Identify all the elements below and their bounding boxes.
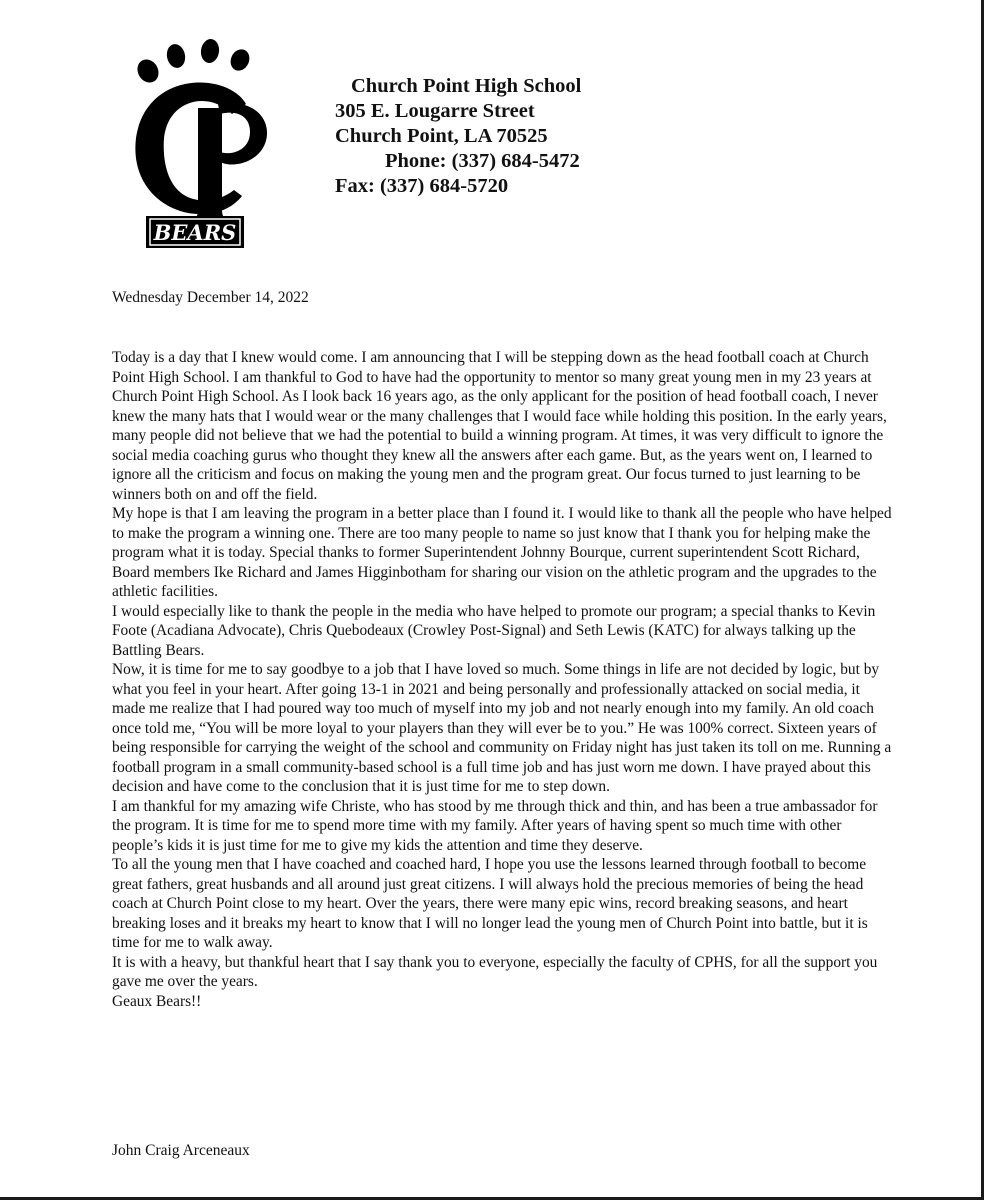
school-phone: Phone: (337) 684-5472 — [385, 150, 580, 172]
letterhead — [335, 74, 581, 199]
paragraph: I am thankful for my amazing wife Christe, who has stood by me through thick and thin, and has been a true ambassador for the program. It is time for me to spend more time with my family. After years of having spent so much time with other people’s kids it is just time for me to give my kids the attention and time they deserve. — [112, 797, 878, 854]
logo-banner-text: BEARS — [153, 220, 237, 245]
paragraph: Today is a day that I knew would come. I am announcing that I will be stepping down as the head football coach at Church Point High School. I am thankful to God to have had the opportunity to mentor so many great young men in my 23 years at Church Point High School. As I look back 16 years ago, as the only applicant for the position of head football coach, I never knew the many hats that I would wear or the many challenges that I would face while holding this position. In the early years, many people did not believe that we had the potential to build a winning program. At times, it was very difficult to ignore the social media coaching gurus who thought they knew all the answers after each game. But, as the years went on, I learned to ignore all the criticism and focus on making the young men and the program great. Our focus turned to just learning to be winners both on and off the field. — [112, 349, 887, 503]
letter-date: Wednesday December 14, 2022 — [112, 289, 309, 306]
school-name: Church Point High School — [351, 75, 582, 97]
school-city: Church Point, LA 70525 — [335, 125, 548, 147]
cp-bears-logo-icon — [128, 38, 278, 250]
paragraph: Geaux Bears!! — [112, 992, 202, 1010]
school-fax: Fax: (337) 684-5720 — [335, 175, 509, 197]
paragraph: My hope is that I am leaving the program in a better place than I found it. I would like to thank all the people who have helped to make the program a winning one. There are too many people to name so just know that I thank you for helping make the program what it is today. Special thanks to former Superintendent Johnny Bourque, current superintendent Scott Richard, Board members Ike Richard and James Higginbotham for sharing our vision on the athletic program and the upgrades to the athletic facilities. — [112, 505, 892, 600]
paragraph: I would especially like to thank the people in the media who have helped to promote our program; a special thanks to Kevin Foote (Acadiana Advocate), Chris Quebodeaux (Crowley Post-Signal) and Seth Lewis (KATC) for always talking up the Battling Bears. — [112, 602, 876, 659]
paragraph: To all the young men that I have coached and coached hard, I hope you use the lessons learned through football to become great fathers, great husbands and all around just great citizens. I will always hold the precious memories of being the head coach at Church Point close to my heart. Over the years, there were many epic wins, record breaking seasons, and heart breaking loses and it breaks my heart to know that I will no longer lead the young men of Church Point into battle, but it is time for me to walk away. — [112, 856, 868, 951]
paragraph: It is with a heavy, but thankful heart that I say thank you to everyone, especially the faculty of CPHS, for all the support you gave me over the years. — [112, 953, 878, 990]
signature-name: John Craig Arceneaux — [112, 1142, 250, 1159]
letter-body — [112, 348, 892, 1011]
school-street: 305 E. Lougarre Street — [335, 100, 535, 122]
paragraph: Now, it is time for me to say goodbye to a job that I have loved so much. Some things in life are not decided by logic, but by what you feel in your heart. After going 13-1 in 2021 and being personally and professionally attacked on social media, it made me realize that I had poured way too much of myself into my job and not nearly enough into my family. An old coach once told me, “You will be more loyal to your players than they will ever be to you.” He was 100% correct. Sixteen years of being responsible for carrying the weight of the school and community on Friday night has just taken its toll on me. Running a football program in a small community-based school is a full time job and has just worn me down. I have prayed about this decision and have come to the conclusion that it is just time for me to step down. — [112, 661, 892, 795]
